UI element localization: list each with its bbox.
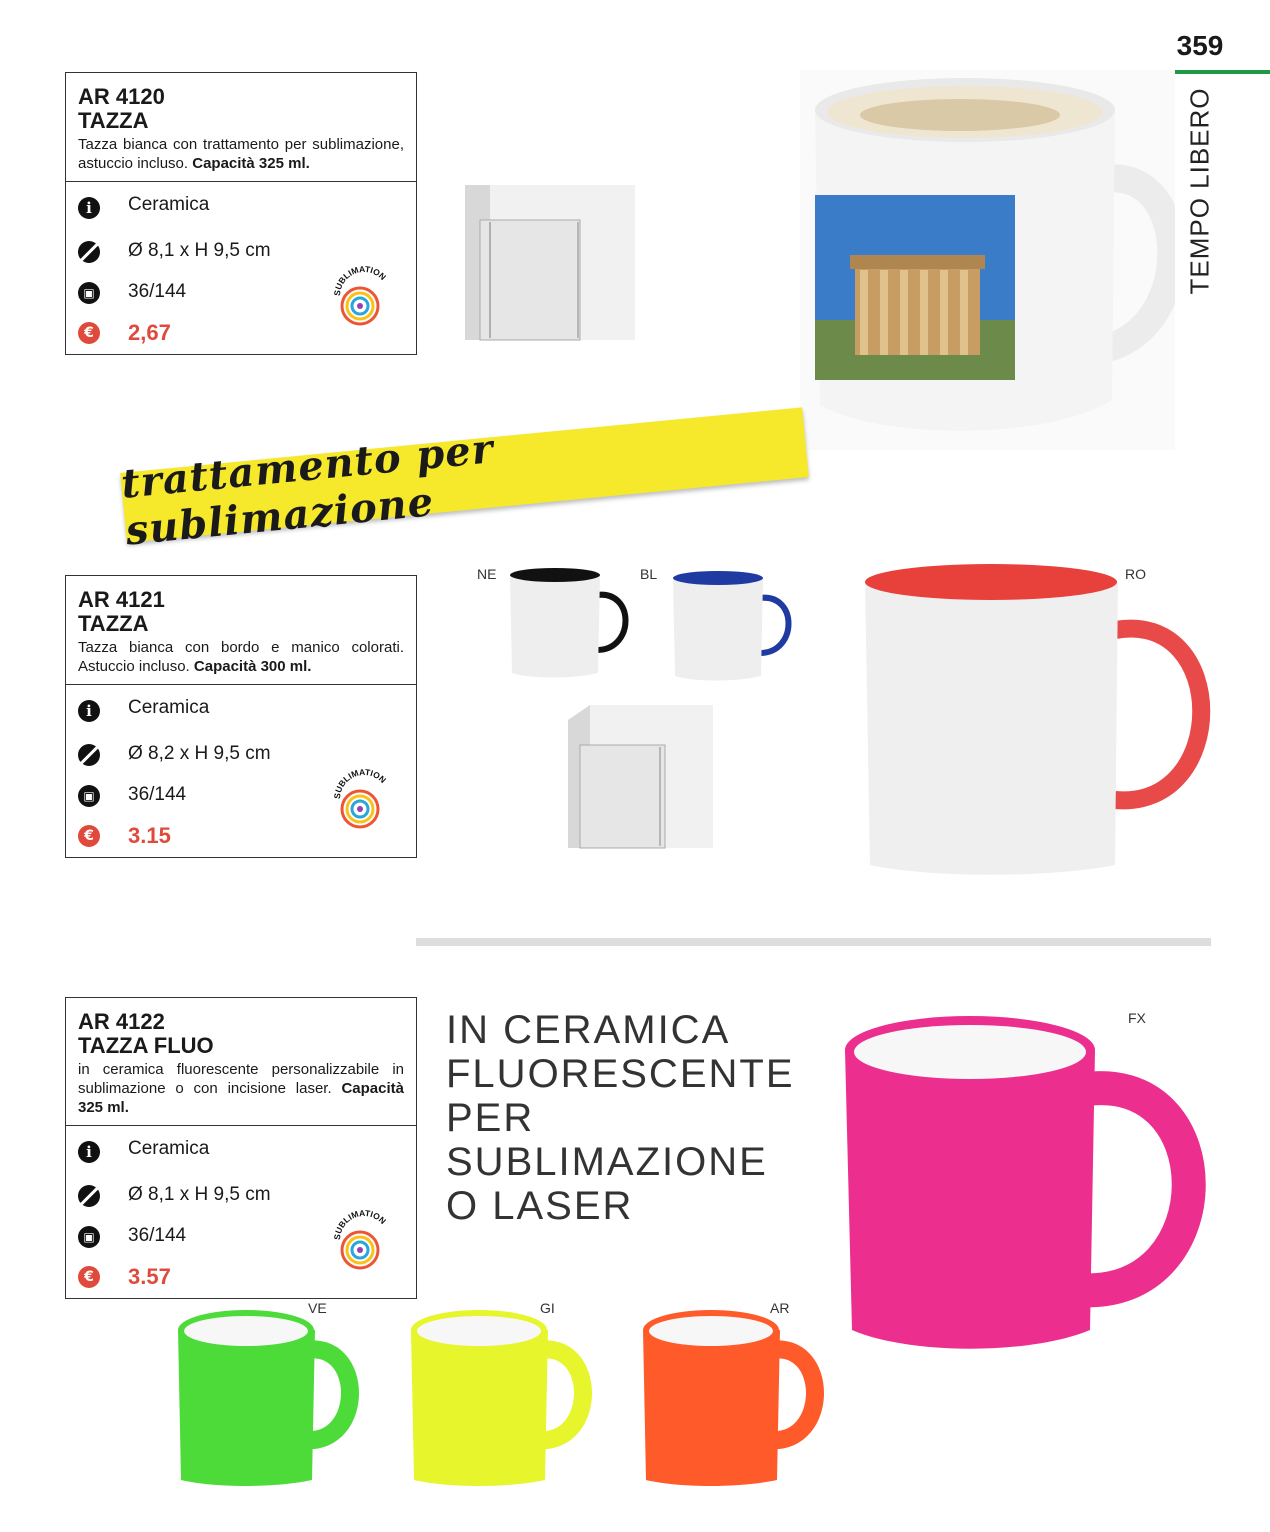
color-code-ne: NE	[477, 566, 497, 582]
product-name: TAZZA	[78, 611, 149, 636]
info-icon: i	[78, 700, 100, 722]
packaging: 36/144	[128, 281, 187, 302]
color-code-bl: BL	[640, 566, 658, 582]
color-code-ve: VE	[308, 1300, 327, 1316]
product-card-ar4121	[65, 575, 417, 858]
price: 3.57	[128, 1264, 171, 1289]
photo-mug-image	[800, 70, 1175, 450]
sublimation-badge	[330, 1210, 394, 1274]
gift-box-image	[565, 700, 715, 850]
price: 3.15	[128, 823, 171, 848]
svg-text:SUBLIMATION: SUBLIMATION	[331, 769, 389, 800]
fluo-headline: IN CERAMICA FLUORESCENTE PER SUBLIMAZIONE O LASER	[446, 1008, 795, 1228]
euro-icon: €	[78, 825, 100, 847]
gift-box-image	[460, 180, 640, 345]
sublimation-badge	[330, 266, 394, 330]
price: 2,67	[128, 320, 171, 345]
color-code-gi: GI	[540, 1300, 555, 1316]
box-icon: ▣	[78, 282, 100, 304]
euro-icon: €	[78, 1266, 100, 1288]
material: Ceramica	[128, 697, 210, 718]
sublimation-badge	[330, 769, 394, 833]
product-description: Tazza bianca con trattamento per sublimazione, astuccio incluso. Capacità 325 ml.	[78, 136, 404, 172]
dimensions: Ø 8,1 x H 9,5 cm	[128, 240, 271, 261]
product-code: AR 4121	[78, 587, 165, 612]
product-card-ar4120	[65, 72, 417, 355]
info-icon: i	[78, 197, 100, 219]
mug-yellow-image	[408, 1305, 593, 1490]
diameter-icon	[78, 1185, 100, 1207]
product-code: AR 4122	[78, 1009, 165, 1034]
section-label: TEMPO LIBERO	[1184, 87, 1215, 295]
mug-blue-image	[668, 568, 798, 683]
color-code-ro: RO	[1125, 566, 1146, 582]
box-icon: ▣	[78, 1226, 100, 1248]
product-description: in ceramica fluorescente personalizzabile in sublimazione o con incisione laser. Capacità 325 ml.	[78, 1061, 404, 1116]
material: Ceramica	[128, 194, 210, 215]
mug-red-image	[860, 560, 1220, 880]
dimensions: Ø 8,1 x H 9,5 cm	[128, 1184, 271, 1205]
mug-green-image	[175, 1305, 360, 1490]
euro-icon: €	[78, 322, 100, 344]
dimensions: Ø 8,2 x H 9,5 cm	[128, 743, 271, 764]
diameter-icon	[78, 241, 100, 263]
mug-black-image	[505, 565, 635, 680]
product-name: TAZZA	[78, 108, 149, 133]
packaging: 36/144	[128, 784, 187, 805]
product-description: Tazza bianca con bordo e manico colorati. Astuccio incluso. Capacità 300 ml.	[78, 639, 404, 675]
mug-orange-image	[640, 1305, 825, 1490]
product-name: TAZZA FLUO	[78, 1033, 214, 1058]
sublimation-banner: trattamento per sublimazione	[120, 407, 809, 542]
diameter-icon	[78, 744, 100, 766]
svg-text:SUBLIMATION: SUBLIMATION	[331, 266, 389, 297]
svg-text:SUBLIMATION: SUBLIMATION	[331, 1210, 389, 1241]
product-card-ar4122	[65, 997, 417, 1299]
mug-fuchsia-image	[840, 1010, 1220, 1365]
material: Ceramica	[128, 1138, 210, 1159]
product-code: AR 4120	[78, 84, 165, 109]
packaging: 36/144	[128, 1225, 187, 1246]
color-code-fx: FX	[1128, 1010, 1146, 1026]
section-divider	[416, 938, 1211, 946]
info-icon: i	[78, 1141, 100, 1163]
color-code-ar: AR	[770, 1300, 790, 1316]
box-icon: ▣	[78, 785, 100, 807]
page-number: 359	[1176, 30, 1224, 61]
